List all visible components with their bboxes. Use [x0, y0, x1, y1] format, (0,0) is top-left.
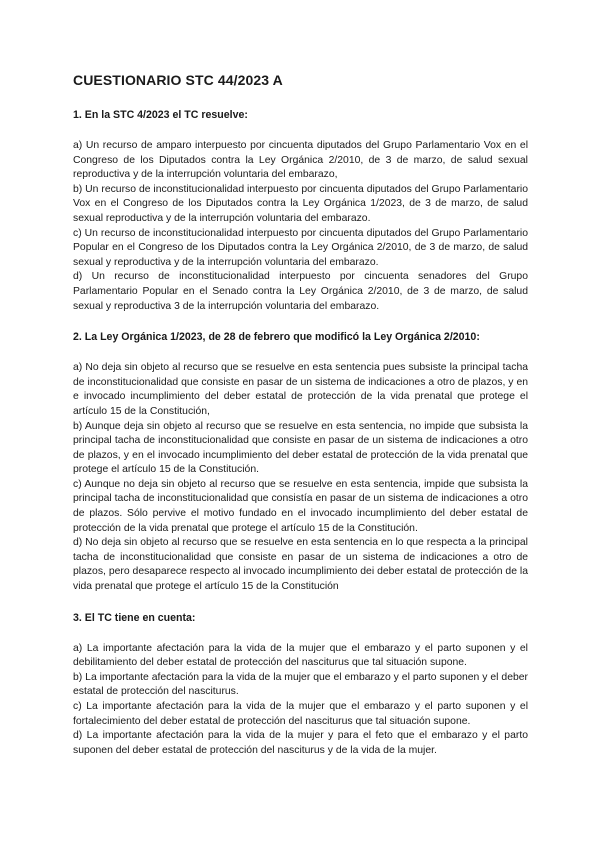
answer-option-b: b) La importante afectación para la vida de la mujer que el embarazo y el parto suponen y el deber estatal de protección del nasciturus. [73, 671, 528, 698]
question-heading: 3. El TC tiene en cuenta: [73, 611, 196, 624]
answer-option-b: b) Aunque deja sin objeto al recurso que se resuelve en esta sentencia, no impide que subsista la principal tacha de inconstitucionalidad que consiste en pasar de un sistema de indicaciones a otro de plazos, y en el invocado incumplimiento del deber estatal de protección de la vida prenatal que protege el artículo 15 de la Constitución. [73, 420, 528, 476]
question-2 [73, 330, 528, 595]
answer-options [73, 642, 528, 759]
answer-option-c: c) Un recurso de inconstitucionalidad interpuesto por cincuenta diputados del Grupo Parlamentario Popular en el Congreso de los Diputados contra la Ley Orgánica 2/2010, de 3 de marzo, de salud sexual y reproductiva y de la interrupción voluntaria del embarazo. [73, 227, 528, 268]
answer-option-a: a) La importante afectación para la vida de la mujer que el embarazo y el parto suponen y el debilitamiento del deber estatal de protección del nasciturus que tal situación supone. [73, 642, 528, 669]
answer-option-c: c) La importante afectación para la vida de la mujer que el embarazo y el parto suponen y el fortalecimiento del deber estatal de protección del nasciturus que tal situación supone. [73, 701, 528, 727]
answer-option-a: a) Un recurso de amparo interpuesto por cincuenta diputados del Grupo Parlamentario Vox en el Congreso de los Diputados contra la Ley Orgánica 2/2010, de 3 de marzo, de salud sexual reproductiva y de la interrupción voluntaria del embarazo, [73, 140, 528, 181]
document-title: CUESTIONARIO STC 44/2023 A [73, 72, 283, 88]
answer-option-c: c) Aunque no deja sin objeto al recurso que se resuelve en esta sentencia, impide que subsista la principal tacha de inconstitucionalidad que consistía en pasar de un sistema de indicaciones a otro de plazos. Sólo pervive el motivo fundado en el invocado incumplimiento del deber estatal de protección de la vida prenatal que protege el artículo 15 de la Constitución. [73, 478, 528, 534]
answer-option-a: a) No deja sin objeto al recurso que se resuelve en esta sentencia pues subsiste la principal tacha de inconstitucionalidad que consiste en pasar de un sistema de indicaciones a otro de plazos, y en e invocado incumplimiento del deber estatal de protección de la vida prenatal que protege el artículo 15 de la Constitución, [73, 362, 528, 417]
question-3 [73, 611, 528, 759]
answer-option-d: d) La importante afectación para la vida de la mujer y para el feto que el embarazo y el parto suponen del deber estatal de protección del nasciturus y de la vida de la mujer. [73, 730, 528, 756]
question-heading: 1. En la STC 4/2023 el TC resuelve: [73, 109, 248, 121]
question-heading: 2. La Ley Orgánica 1/2023, de 28 de febrero que modificó la Ley Orgánica 2/2010: [73, 331, 480, 344]
answer-option-d: d) Un recurso de inconstitucionalidad interpuesto por cincuenta senadores del Grupo Parlamentario Popular en el Senado contra la Ley Orgánica 2/2010, de 3 de marzo, de salud sexual y reproductiva 3 de la interrupción voluntaria del embarazo. [73, 271, 528, 312]
answer-option-d: d) No deja sin objeto al recurso que se resuelve en esta sentencia en lo que respecta a la principal tacha de inconstitucionalidad que consiste en pasar de un sistema de indicaciones a otro de plazos, pero desaparece respecto al invocado incumplimiento dei deber estatal de protección de la vida prenatal que protege el artículo 15 de la Constitución [73, 537, 528, 593]
answer-option-b: b) Un recurso de inconstitucionalidad interpuesto por cincuenta diputados del Grupo Parlamentario Vox en el Congreso de los Diputados contra la Ley Orgánica 1/2023, de 3 de marzo, de salud sexual reproductiva y de la interrupción voluntaria del embarazo. [73, 183, 528, 224]
answer-options [73, 139, 528, 314]
question-1 [73, 108, 528, 314]
answer-options [73, 361, 528, 595]
